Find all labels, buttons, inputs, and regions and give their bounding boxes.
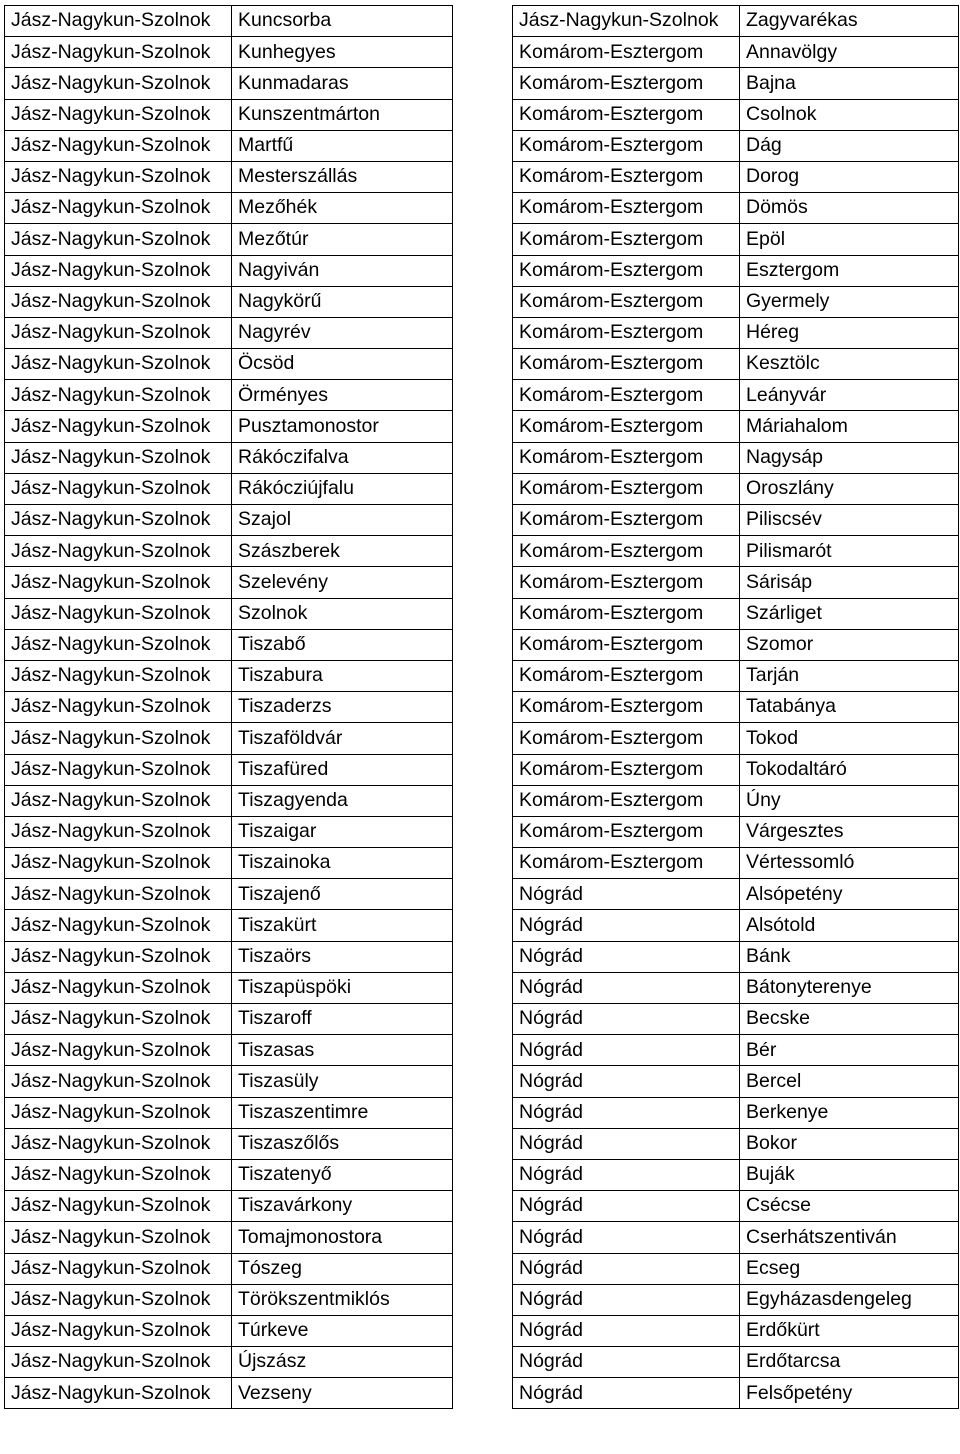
table-row xyxy=(5,1128,453,1159)
table-row xyxy=(513,193,959,224)
settlement-cell: Alsópetény xyxy=(740,879,959,910)
table-row xyxy=(5,411,453,442)
table-row xyxy=(5,598,453,629)
county-cell: Jász-Nagykun-Szolnok xyxy=(5,68,232,99)
table-row xyxy=(5,473,453,504)
county-cell: Komárom-Esztergom xyxy=(513,37,740,68)
county-cell: Komárom-Esztergom xyxy=(513,68,740,99)
table-row xyxy=(513,1222,959,1253)
table-row xyxy=(5,224,453,255)
county-cell: Jász-Nagykun-Szolnok xyxy=(5,972,232,1003)
county-cell: Jász-Nagykun-Szolnok xyxy=(5,1035,232,1066)
county-cell: Jász-Nagykun-Szolnok xyxy=(5,286,232,317)
county-cell: Nógrád xyxy=(513,1378,740,1409)
settlement-cell: Örményes xyxy=(232,380,453,411)
settlement-cell: Tiszaszentimre xyxy=(232,1097,453,1128)
table-row xyxy=(513,848,959,879)
table-row xyxy=(513,1315,959,1346)
county-cell: Komárom-Esztergom xyxy=(513,598,740,629)
settlement-cell: Erdőkürt xyxy=(740,1315,959,1346)
table-row xyxy=(513,411,959,442)
county-cell: Nógrád xyxy=(513,1035,740,1066)
county-cell: Nógrád xyxy=(513,1159,740,1190)
settlement-cell: Újszász xyxy=(232,1347,453,1378)
table-row xyxy=(5,723,453,754)
settlement-cell: Annavölgy xyxy=(740,37,959,68)
settlement-cell: Buják xyxy=(740,1159,959,1190)
county-cell: Jász-Nagykun-Szolnok xyxy=(5,224,232,255)
settlement-cell: Tokodaltáró xyxy=(740,754,959,785)
settlement-cell: Tokod xyxy=(740,723,959,754)
table-row xyxy=(5,754,453,785)
settlement-cell: Cserhátszentiván xyxy=(740,1222,959,1253)
table-row xyxy=(5,1159,453,1190)
county-cell: Jász-Nagykun-Szolnok xyxy=(5,193,232,224)
settlement-cell: Dorog xyxy=(740,161,959,192)
county-cell: Jász-Nagykun-Szolnok xyxy=(5,1378,232,1409)
settlement-cell: Tiszaörs xyxy=(232,941,453,972)
table-row xyxy=(513,879,959,910)
county-cell: Komárom-Esztergom xyxy=(513,723,740,754)
settlement-cell: Oroszlány xyxy=(740,473,959,504)
settlement-cell: Tomajmonostora xyxy=(232,1222,453,1253)
table-row xyxy=(5,1315,453,1346)
county-cell: Nógrád xyxy=(513,941,740,972)
county-cell: Komárom-Esztergom xyxy=(513,317,740,348)
table-row xyxy=(513,1004,959,1035)
county-cell: Jász-Nagykun-Szolnok xyxy=(5,130,232,161)
settlement-cell: Rákóczifalva xyxy=(232,442,453,473)
table-row xyxy=(5,816,453,847)
table-row xyxy=(5,286,453,317)
settlement-cell: Egyházasdengeleg xyxy=(740,1284,959,1315)
settlement-cell: Pusztamonostor xyxy=(232,411,453,442)
settlement-cell: Tiszasüly xyxy=(232,1066,453,1097)
settlement-cell: Bér xyxy=(740,1035,959,1066)
county-cell: Komárom-Esztergom xyxy=(513,785,740,816)
settlement-cell: Szomor xyxy=(740,629,959,660)
table-row xyxy=(5,1004,453,1035)
settlement-cell: Tiszasas xyxy=(232,1035,453,1066)
settlement-cell: Tiszabura xyxy=(232,660,453,691)
settlement-cell: Túrkeve xyxy=(232,1315,453,1346)
table-row xyxy=(5,1097,453,1128)
settlement-cell: Leányvár xyxy=(740,380,959,411)
settlement-cell: Zagyvarékas xyxy=(740,6,959,37)
table-row xyxy=(513,255,959,286)
settlement-cell: Tószeg xyxy=(232,1253,453,1284)
settlement-cell: Tiszagyenda xyxy=(232,785,453,816)
county-cell: Jász-Nagykun-Szolnok xyxy=(5,6,232,37)
table-row xyxy=(513,1159,959,1190)
table-row xyxy=(5,161,453,192)
county-cell: Komárom-Esztergom xyxy=(513,505,740,536)
table-row xyxy=(513,1284,959,1315)
county-cell: Komárom-Esztergom xyxy=(513,629,740,660)
table-row xyxy=(5,442,453,473)
settlement-cell: Várgesztes xyxy=(740,816,959,847)
table-row xyxy=(513,224,959,255)
county-cell: Nógrád xyxy=(513,1004,740,1035)
table-row xyxy=(5,1253,453,1284)
table-row xyxy=(513,1191,959,1222)
county-cell: Jász-Nagykun-Szolnok xyxy=(5,754,232,785)
county-cell: Jász-Nagykun-Szolnok xyxy=(5,1097,232,1128)
county-cell: Jász-Nagykun-Szolnok xyxy=(5,37,232,68)
county-cell: Komárom-Esztergom xyxy=(513,255,740,286)
table-row xyxy=(5,505,453,536)
table-row xyxy=(513,816,959,847)
table-row xyxy=(513,1097,959,1128)
settlement-cell: Tarján xyxy=(740,660,959,691)
table-row xyxy=(5,380,453,411)
county-cell: Jász-Nagykun-Szolnok xyxy=(5,1191,232,1222)
table-row xyxy=(513,598,959,629)
table-row xyxy=(513,317,959,348)
table-row xyxy=(513,692,959,723)
county-cell: Nógrád xyxy=(513,1066,740,1097)
county-cell: Jász-Nagykun-Szolnok xyxy=(5,598,232,629)
settlement-cell: Tiszaigar xyxy=(232,816,453,847)
table-row xyxy=(513,754,959,785)
table-row xyxy=(5,567,453,598)
table-row xyxy=(513,37,959,68)
county-cell: Jász-Nagykun-Szolnok xyxy=(5,1347,232,1378)
settlement-cell: Berkenye xyxy=(740,1097,959,1128)
settlement-cell: Vezseny xyxy=(232,1378,453,1409)
county-cell: Jász-Nagykun-Szolnok xyxy=(5,1066,232,1097)
settlement-cell: Szajol xyxy=(232,505,453,536)
settlement-cell: Nagysáp xyxy=(740,442,959,473)
table-row xyxy=(5,536,453,567)
settlement-cell: Tiszaroff xyxy=(232,1004,453,1035)
county-cell: Komárom-Esztergom xyxy=(513,161,740,192)
settlement-cell: Sárisáp xyxy=(740,567,959,598)
table-row xyxy=(5,629,453,660)
county-cell: Jász-Nagykun-Szolnok xyxy=(5,660,232,691)
settlement-cell: Kunmadaras xyxy=(232,68,453,99)
county-cell: Jász-Nagykun-Szolnok xyxy=(5,785,232,816)
table-row xyxy=(513,1066,959,1097)
table-row xyxy=(513,349,959,380)
settlement-cell: Tiszapüspöki xyxy=(232,972,453,1003)
county-cell: Komárom-Esztergom xyxy=(513,224,740,255)
settlement-cell: Törökszentmiklós xyxy=(232,1284,453,1315)
settlement-cell: Martfű xyxy=(232,130,453,161)
settlement-cell: Héreg xyxy=(740,317,959,348)
table-row xyxy=(5,972,453,1003)
settlement-cell: Öcsöd xyxy=(232,349,453,380)
county-cell: Komárom-Esztergom xyxy=(513,567,740,598)
table-row xyxy=(5,349,453,380)
settlement-cell: Szászberek xyxy=(232,536,453,567)
table-row xyxy=(513,567,959,598)
county-cell: Jász-Nagykun-Szolnok xyxy=(5,161,232,192)
county-cell: Jász-Nagykun-Szolnok xyxy=(5,380,232,411)
county-cell: Jász-Nagykun-Szolnok xyxy=(5,1315,232,1346)
table-row xyxy=(5,37,453,68)
settlement-cell: Piliscsév xyxy=(740,505,959,536)
settlement-cell: Tiszaderzs xyxy=(232,692,453,723)
county-cell: Jász-Nagykun-Szolnok xyxy=(5,349,232,380)
table-row xyxy=(513,286,959,317)
county-cell: Komárom-Esztergom xyxy=(513,536,740,567)
settlement-cell: Pilismarót xyxy=(740,536,959,567)
table-row xyxy=(5,1222,453,1253)
settlement-cell: Tiszabő xyxy=(232,629,453,660)
table-row xyxy=(5,785,453,816)
county-cell: Jász-Nagykun-Szolnok xyxy=(5,816,232,847)
settlement-cell: Csécse xyxy=(740,1191,959,1222)
table-row xyxy=(513,1035,959,1066)
county-cell: Jász-Nagykun-Szolnok xyxy=(5,536,232,567)
county-cell: Nógrád xyxy=(513,972,740,1003)
settlement-cell: Becske xyxy=(740,1004,959,1035)
settlement-cell: Erdőtarcsa xyxy=(740,1347,959,1378)
table-row xyxy=(513,785,959,816)
county-cell: Jász-Nagykun-Szolnok xyxy=(5,317,232,348)
county-cell: Jász-Nagykun-Szolnok xyxy=(5,1004,232,1035)
table-row xyxy=(5,99,453,130)
left-table-body xyxy=(5,6,453,1409)
settlement-cell: Tiszaszőlős xyxy=(232,1128,453,1159)
settlement-cell: Bánk xyxy=(740,941,959,972)
county-cell: Jász-Nagykun-Szolnok xyxy=(5,941,232,972)
table-row xyxy=(5,848,453,879)
settlement-cell: Esztergom xyxy=(740,255,959,286)
table-row xyxy=(513,1128,959,1159)
settlement-cell: Tiszafüred xyxy=(232,754,453,785)
table-row xyxy=(5,1347,453,1378)
table-row xyxy=(5,68,453,99)
settlement-cell: Gyermely xyxy=(740,286,959,317)
county-cell: Komárom-Esztergom xyxy=(513,286,740,317)
county-cell: Jász-Nagykun-Szolnok xyxy=(5,505,232,536)
county-cell: Jász-Nagykun-Szolnok xyxy=(5,1128,232,1159)
settlement-cell: Tatabánya xyxy=(740,692,959,723)
county-cell: Nógrád xyxy=(513,879,740,910)
table-row xyxy=(5,1378,453,1409)
settlement-cell: Tiszajenő xyxy=(232,879,453,910)
table-row xyxy=(513,1253,959,1284)
county-cell: Nógrád xyxy=(513,1315,740,1346)
table-row xyxy=(513,660,959,691)
right-table xyxy=(512,5,959,1409)
settlement-cell: Mezőtúr xyxy=(232,224,453,255)
table-row xyxy=(513,941,959,972)
settlement-cell: Mezőhék xyxy=(232,193,453,224)
settlement-cell: Bátonyterenye xyxy=(740,972,959,1003)
county-cell: Jász-Nagykun-Szolnok xyxy=(5,411,232,442)
settlement-cell: Kunszentmárton xyxy=(232,99,453,130)
county-cell: Komárom-Esztergom xyxy=(513,692,740,723)
county-cell: Jász-Nagykun-Szolnok xyxy=(5,99,232,130)
county-cell: Komárom-Esztergom xyxy=(513,99,740,130)
table-row xyxy=(513,442,959,473)
settlement-cell: Kuncsorba xyxy=(232,6,453,37)
table-row xyxy=(5,1066,453,1097)
county-cell: Nógrád xyxy=(513,1097,740,1128)
county-cell: Nógrád xyxy=(513,1347,740,1378)
county-cell: Jász-Nagykun-Szolnok xyxy=(5,629,232,660)
table-row xyxy=(5,660,453,691)
table-row xyxy=(513,130,959,161)
table-row xyxy=(513,1347,959,1378)
settlement-cell: Epöl xyxy=(740,224,959,255)
county-cell: Jász-Nagykun-Szolnok xyxy=(5,567,232,598)
settlement-cell: Vértessomló xyxy=(740,848,959,879)
table-row xyxy=(513,910,959,941)
settlement-cell: Szelevény xyxy=(232,567,453,598)
settlement-cell: Csolnok xyxy=(740,99,959,130)
right-table-body xyxy=(513,6,959,1409)
county-cell: Komárom-Esztergom xyxy=(513,816,740,847)
table-row xyxy=(513,99,959,130)
settlement-cell: Tiszaföldvár xyxy=(232,723,453,754)
table-row xyxy=(5,910,453,941)
county-cell: Jász-Nagykun-Szolnok xyxy=(5,473,232,504)
county-cell: Komárom-Esztergom xyxy=(513,754,740,785)
settlement-cell: Dág xyxy=(740,130,959,161)
table-row xyxy=(5,255,453,286)
table-row xyxy=(5,130,453,161)
settlement-cell: Szolnok xyxy=(232,598,453,629)
county-cell: Jász-Nagykun-Szolnok xyxy=(5,1159,232,1190)
settlement-cell: Tiszakürt xyxy=(232,910,453,941)
settlement-cell: Nagykörű xyxy=(232,286,453,317)
settlement-cell: Nagyrév xyxy=(232,317,453,348)
table-row xyxy=(5,1191,453,1222)
table-row xyxy=(5,692,453,723)
settlement-cell: Szárliget xyxy=(740,598,959,629)
county-cell: Jász-Nagykun-Szolnok xyxy=(5,879,232,910)
table-row xyxy=(5,317,453,348)
settlement-cell: Bajna xyxy=(740,68,959,99)
settlement-cell: Felsőpetény xyxy=(740,1378,959,1409)
table-row xyxy=(5,193,453,224)
settlement-cell: Úny xyxy=(740,785,959,816)
county-cell: Komárom-Esztergom xyxy=(513,349,740,380)
county-cell: Jász-Nagykun-Szolnok xyxy=(5,723,232,754)
table-row xyxy=(5,6,453,37)
table-row xyxy=(513,473,959,504)
settlement-cell: Tiszainoka xyxy=(232,848,453,879)
table-row xyxy=(5,1035,453,1066)
settlement-cell: Ecseg xyxy=(740,1253,959,1284)
table-row xyxy=(513,723,959,754)
county-cell: Nógrád xyxy=(513,1284,740,1315)
table-row xyxy=(513,161,959,192)
left-table xyxy=(4,5,453,1409)
settlement-cell: Kesztölc xyxy=(740,349,959,380)
settlement-cell: Tiszavárkony xyxy=(232,1191,453,1222)
county-cell: Komárom-Esztergom xyxy=(513,193,740,224)
settlement-cell: Alsótold xyxy=(740,910,959,941)
county-cell: Jász-Nagykun-Szolnok xyxy=(5,910,232,941)
table-row xyxy=(513,972,959,1003)
county-cell: Komárom-Esztergom xyxy=(513,380,740,411)
settlement-cell: Dömös xyxy=(740,193,959,224)
settlement-cell: Mesterszállás xyxy=(232,161,453,192)
table-row xyxy=(513,68,959,99)
county-cell: Jász-Nagykun-Szolnok xyxy=(513,6,740,37)
county-cell: Jász-Nagykun-Szolnok xyxy=(5,848,232,879)
county-cell: Komárom-Esztergom xyxy=(513,442,740,473)
settlement-cell: Bokor xyxy=(740,1128,959,1159)
county-cell: Nógrád xyxy=(513,1222,740,1253)
table-row xyxy=(513,380,959,411)
table-row xyxy=(5,879,453,910)
county-cell: Nógrád xyxy=(513,1253,740,1284)
county-cell: Jász-Nagykun-Szolnok xyxy=(5,1222,232,1253)
table-row xyxy=(513,1378,959,1409)
table-row xyxy=(513,6,959,37)
county-cell: Komárom-Esztergom xyxy=(513,411,740,442)
county-cell: Jász-Nagykun-Szolnok xyxy=(5,255,232,286)
county-cell: Komárom-Esztergom xyxy=(513,130,740,161)
county-cell: Nógrád xyxy=(513,1128,740,1159)
table-row xyxy=(5,941,453,972)
settlement-cell: Kunhegyes xyxy=(232,37,453,68)
county-cell: Jász-Nagykun-Szolnok xyxy=(5,692,232,723)
county-cell: Nógrád xyxy=(513,1191,740,1222)
settlement-cell: Tiszatenyő xyxy=(232,1159,453,1190)
settlement-cell: Rákócziújfalu xyxy=(232,473,453,504)
county-cell: Nógrád xyxy=(513,910,740,941)
settlement-cell: Nagyiván xyxy=(232,255,453,286)
table-row xyxy=(513,536,959,567)
table-row xyxy=(513,629,959,660)
table-row xyxy=(513,505,959,536)
settlement-cell: Máriahalom xyxy=(740,411,959,442)
settlement-cell: Bercel xyxy=(740,1066,959,1097)
table-row xyxy=(5,1284,453,1315)
county-cell: Komárom-Esztergom xyxy=(513,473,740,504)
county-cell: Jász-Nagykun-Szolnok xyxy=(5,442,232,473)
county-cell: Jász-Nagykun-Szolnok xyxy=(5,1253,232,1284)
county-cell: Jász-Nagykun-Szolnok xyxy=(5,1284,232,1315)
county-cell: Komárom-Esztergom xyxy=(513,848,740,879)
county-cell: Komárom-Esztergom xyxy=(513,660,740,691)
